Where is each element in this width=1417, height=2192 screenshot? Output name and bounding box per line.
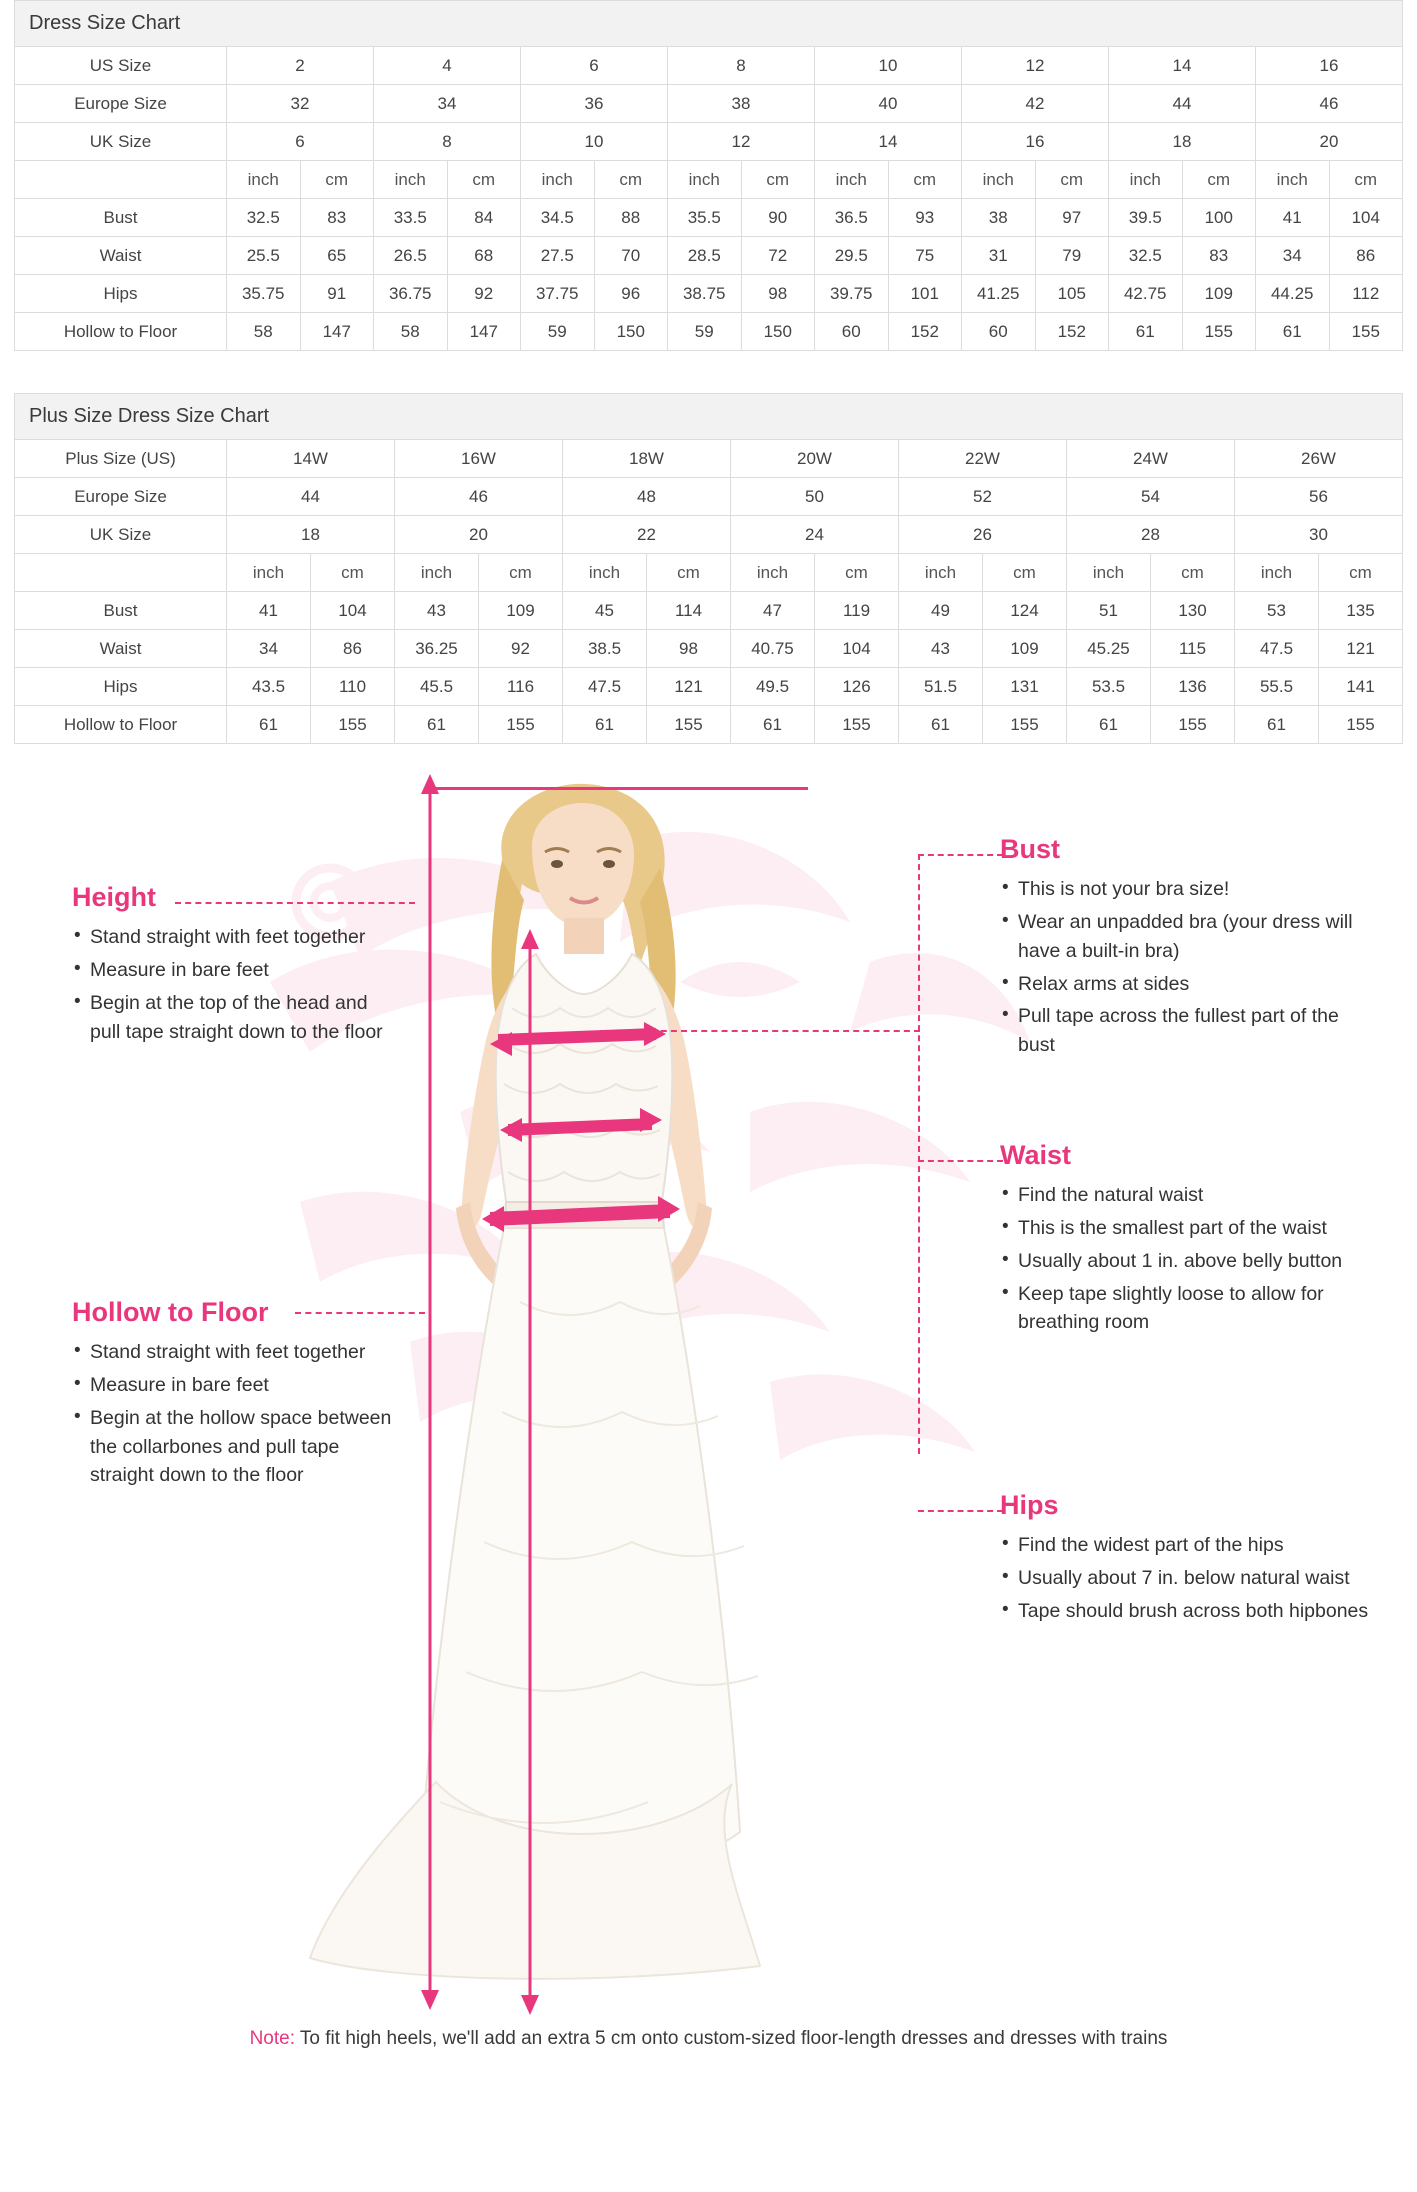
table-row xyxy=(15,668,1403,706)
list-item: • Tape should brush across both hipbones xyxy=(1000,1597,1380,1626)
cell: 68 xyxy=(447,237,521,275)
cell: 136 xyxy=(1151,668,1235,706)
cell: 60 xyxy=(815,313,889,351)
hollow-to-floor-bullets xyxy=(72,1338,402,1490)
cell: cm xyxy=(300,161,374,199)
cell: 155 xyxy=(1182,313,1256,351)
bust-heading: Bust xyxy=(1000,834,1060,864)
cell: inch xyxy=(227,161,301,199)
cell: inch xyxy=(227,554,311,592)
cell: 45 xyxy=(563,592,647,630)
cell: 26W xyxy=(1235,440,1403,478)
cell: 59 xyxy=(668,313,742,351)
list-item: • Find the natural waist xyxy=(1000,1181,1380,1210)
cell: 48 xyxy=(563,478,731,516)
cell: 96 xyxy=(594,275,668,313)
cell: 32 xyxy=(227,85,374,123)
cell: 30 xyxy=(1235,516,1403,554)
cell: cm xyxy=(311,554,395,592)
cell: 83 xyxy=(1182,237,1256,275)
row-label: UK Size xyxy=(15,516,227,554)
cell: 155 xyxy=(815,706,899,744)
waist-bullets xyxy=(1000,1181,1380,1337)
section-spacer xyxy=(0,351,1417,393)
cell: cm xyxy=(1329,161,1403,199)
table-row xyxy=(15,47,1403,85)
cell: 155 xyxy=(1329,313,1403,351)
height-guide-block xyxy=(72,882,402,1050)
row-label: Plus Size (US) xyxy=(15,440,227,478)
cell: 92 xyxy=(479,630,563,668)
row-label: Hips xyxy=(15,668,227,706)
cell: 65 xyxy=(300,237,374,275)
cell: 55.5 xyxy=(1235,668,1319,706)
cell: 20 xyxy=(1256,123,1403,161)
cell: 38.75 xyxy=(668,275,742,313)
cell: 147 xyxy=(447,313,521,351)
cell: 126 xyxy=(815,668,899,706)
list-item: • Usually about 1 in. above belly button xyxy=(1000,1247,1380,1276)
waist-leader-line xyxy=(918,1160,1003,1162)
list-item: • Begin at the top of the head and pull tape straight down to the floor xyxy=(72,989,402,1047)
cell: cm xyxy=(594,161,668,199)
cell: 109 xyxy=(1182,275,1256,313)
cell: 98 xyxy=(647,630,731,668)
cell: 93 xyxy=(888,199,962,237)
cell: 130 xyxy=(1151,592,1235,630)
table-row xyxy=(15,123,1403,161)
list-item: • Stand straight with feet together xyxy=(72,1338,402,1367)
cell: 70 xyxy=(594,237,668,275)
cell: 18 xyxy=(1109,123,1256,161)
cell: 152 xyxy=(888,313,962,351)
cell: 124 xyxy=(983,592,1067,630)
cell: 56 xyxy=(1235,478,1403,516)
right-connector-vertical xyxy=(918,854,920,1454)
cell: 36 xyxy=(521,85,668,123)
cell: 109 xyxy=(983,630,1067,668)
list-item: • This is the smallest part of the waist xyxy=(1000,1214,1380,1243)
cell: 155 xyxy=(1319,706,1403,744)
cell: 155 xyxy=(983,706,1067,744)
cell: 147 xyxy=(300,313,374,351)
cell: cm xyxy=(1182,161,1256,199)
list-item: • This is not your bra size! xyxy=(1000,875,1380,904)
cell: 105 xyxy=(1035,275,1109,313)
cell: cm xyxy=(647,554,731,592)
list-item: • Relax arms at sides xyxy=(1000,970,1380,999)
cell: cm xyxy=(888,161,962,199)
cell: 6 xyxy=(227,123,374,161)
cell: 14 xyxy=(815,123,962,161)
cell: 88 xyxy=(594,199,668,237)
cell: 54 xyxy=(1067,478,1235,516)
cell: 61 xyxy=(563,706,647,744)
cell: 61 xyxy=(899,706,983,744)
cell: 44.25 xyxy=(1256,275,1330,313)
cell: 59 xyxy=(521,313,595,351)
row-label: Hips xyxy=(15,275,227,313)
cell: 4 xyxy=(374,47,521,85)
cell: inch xyxy=(1067,554,1151,592)
cell: 16W xyxy=(395,440,563,478)
list-item: • Measure in bare feet xyxy=(72,956,402,985)
cell: 152 xyxy=(1035,313,1109,351)
cell: 35.75 xyxy=(227,275,301,313)
cell: cm xyxy=(1151,554,1235,592)
waist-guide-block xyxy=(1000,1140,1380,1341)
cell: cm xyxy=(983,554,1067,592)
cell: cm xyxy=(1035,161,1109,199)
cell: 84 xyxy=(447,199,521,237)
cell: 38 xyxy=(962,199,1036,237)
cell: 35.5 xyxy=(668,199,742,237)
cell: inch xyxy=(563,554,647,592)
dress-size-chart-block xyxy=(14,0,1403,351)
cell: 20W xyxy=(731,440,899,478)
bust-bullets xyxy=(1000,875,1380,1060)
cell: 12 xyxy=(962,47,1109,85)
cell: 40 xyxy=(815,85,962,123)
cell: inch xyxy=(962,161,1036,199)
cell: 49 xyxy=(899,592,983,630)
cell: 37.75 xyxy=(521,275,595,313)
cell: 12 xyxy=(668,123,815,161)
cell: cm xyxy=(447,161,521,199)
cell: 27.5 xyxy=(521,237,595,275)
cell: inch xyxy=(1256,161,1330,199)
cell: 47 xyxy=(731,592,815,630)
waist-heading: Waist xyxy=(1000,1140,1072,1170)
cell: 52 xyxy=(899,478,1067,516)
cell: 18 xyxy=(227,516,395,554)
cell: 32.5 xyxy=(227,199,301,237)
cell: inch xyxy=(1109,161,1183,199)
cell: inch xyxy=(815,161,889,199)
cell: 43 xyxy=(395,592,479,630)
cell: cm xyxy=(479,554,563,592)
cell: 44 xyxy=(1109,85,1256,123)
cell: 22 xyxy=(563,516,731,554)
cell: 150 xyxy=(741,313,815,351)
cell: 42 xyxy=(962,85,1109,123)
cell: 91 xyxy=(300,275,374,313)
cell: 104 xyxy=(311,592,395,630)
note-text: To fit high heels, we'll add an extra 5 cm onto custom-sized floor-length dresses and dresses with trains xyxy=(294,2028,1168,2049)
list-item: • Stand straight with feet together xyxy=(72,923,402,952)
cell: 10 xyxy=(815,47,962,85)
cell: inch xyxy=(374,161,448,199)
table-row xyxy=(15,275,1403,313)
height-heading: Height xyxy=(72,882,156,912)
cell: 150 xyxy=(594,313,668,351)
row-label: UK Size xyxy=(15,123,227,161)
cell: inch xyxy=(521,161,595,199)
cell: 121 xyxy=(647,668,731,706)
cell: 32.5 xyxy=(1109,237,1183,275)
table-row xyxy=(15,85,1403,123)
cell: 135 xyxy=(1319,592,1403,630)
row-label: Waist xyxy=(15,630,227,668)
cell: 49.5 xyxy=(731,668,815,706)
cell: inch xyxy=(668,161,742,199)
measurement-guide-illustration xyxy=(0,762,1417,2062)
cell: 104 xyxy=(815,630,899,668)
note-line xyxy=(0,2028,1417,2050)
cell: 58 xyxy=(374,313,448,351)
cell: 86 xyxy=(311,630,395,668)
row-label: Europe Size xyxy=(15,478,227,516)
cell: 41 xyxy=(1256,199,1330,237)
cell: 38 xyxy=(668,85,815,123)
hips-leader-line xyxy=(918,1510,1003,1512)
height-bullets xyxy=(72,923,402,1046)
cell: 28.5 xyxy=(668,237,742,275)
cell: 41.25 xyxy=(962,275,1036,313)
plus-size-chart-title: Plus Size Dress Size Chart xyxy=(14,393,1403,439)
cell: 33.5 xyxy=(374,199,448,237)
table-row xyxy=(15,592,1403,630)
cell: 36.75 xyxy=(374,275,448,313)
dress-size-chart-table xyxy=(14,46,1403,351)
row-label: Hollow to Floor xyxy=(15,706,227,744)
table-row xyxy=(15,440,1403,478)
cell: 24W xyxy=(1067,440,1235,478)
table-row-units xyxy=(15,554,1403,592)
cell: inch xyxy=(731,554,815,592)
cell: 114 xyxy=(647,592,731,630)
cell: 116 xyxy=(479,668,563,706)
cell: 42.75 xyxy=(1109,275,1183,313)
hollow-to-floor-measure-line xyxy=(510,927,550,2017)
table-row-units xyxy=(15,161,1403,199)
cell: 43 xyxy=(899,630,983,668)
cell: 90 xyxy=(741,199,815,237)
row-label xyxy=(15,161,227,199)
cell: 43.5 xyxy=(227,668,311,706)
cell: 28 xyxy=(1067,516,1235,554)
cell: 61 xyxy=(227,706,311,744)
cell: 22W xyxy=(899,440,1067,478)
row-label: Bust xyxy=(15,592,227,630)
cell: 26 xyxy=(899,516,1067,554)
row-label xyxy=(15,554,227,592)
cell: 100 xyxy=(1182,199,1256,237)
cell: 119 xyxy=(815,592,899,630)
row-label: Europe Size xyxy=(15,85,227,123)
cell: 75 xyxy=(888,237,962,275)
cell: 36.25 xyxy=(395,630,479,668)
cell: 34 xyxy=(374,85,521,123)
hips-heading: Hips xyxy=(1000,1490,1059,1520)
table-row xyxy=(15,706,1403,744)
cell: 51 xyxy=(1067,592,1151,630)
cell: 6 xyxy=(521,47,668,85)
cell: 45.25 xyxy=(1067,630,1151,668)
cell: 2 xyxy=(227,47,374,85)
cell: 50 xyxy=(731,478,899,516)
table-row xyxy=(15,478,1403,516)
cell: inch xyxy=(395,554,479,592)
cell: 98 xyxy=(741,275,815,313)
bust-leader-line xyxy=(918,854,1003,856)
hollow-to-floor-heading: Hollow to Floor xyxy=(72,1297,269,1327)
hips-guide-block xyxy=(1000,1490,1380,1630)
cell: 97 xyxy=(1035,199,1109,237)
bust-guide-block xyxy=(1000,834,1380,1064)
table-row xyxy=(15,516,1403,554)
cell: 51.5 xyxy=(899,668,983,706)
list-item: • Find the widest part of the hips xyxy=(1000,1531,1380,1560)
row-label: US Size xyxy=(15,47,227,85)
cell: 155 xyxy=(1151,706,1235,744)
cell: 104 xyxy=(1329,199,1403,237)
hollow-to-floor-guide-block xyxy=(72,1297,402,1494)
cell: 61 xyxy=(731,706,815,744)
cell: 61 xyxy=(1235,706,1319,744)
cell: 121 xyxy=(1319,630,1403,668)
cell: 61 xyxy=(1067,706,1151,744)
plus-size-chart-table xyxy=(14,439,1403,744)
cell: 8 xyxy=(374,123,521,161)
cell: 110 xyxy=(311,668,395,706)
height-measure-line xyxy=(410,772,450,2012)
cell: 141 xyxy=(1319,668,1403,706)
cell: 101 xyxy=(888,275,962,313)
cell: 61 xyxy=(1109,313,1183,351)
cell: 31 xyxy=(962,237,1036,275)
cell: inch xyxy=(899,554,983,592)
cell: 14W xyxy=(227,440,395,478)
cell: 39.75 xyxy=(815,275,889,313)
cell: 38.5 xyxy=(563,630,647,668)
note-label: Note: xyxy=(249,2028,295,2049)
cell: cm xyxy=(815,554,899,592)
cell: 14 xyxy=(1109,47,1256,85)
cell: 46 xyxy=(1256,85,1403,123)
cell: 25.5 xyxy=(227,237,301,275)
cell: 115 xyxy=(1151,630,1235,668)
cell: 47.5 xyxy=(563,668,647,706)
table-row xyxy=(15,630,1403,668)
list-item: • Wear an unpadded bra (your dress will have a built-in bra) xyxy=(1000,908,1380,966)
row-label: Hollow to Floor xyxy=(15,313,227,351)
cell: 112 xyxy=(1329,275,1403,313)
cell: 24 xyxy=(731,516,899,554)
cell: 26.5 xyxy=(374,237,448,275)
list-item: • Measure in bare feet xyxy=(72,1371,402,1400)
cell: 10 xyxy=(521,123,668,161)
list-item: • Keep tape slightly loose to allow for breathing room xyxy=(1000,1280,1380,1338)
cell: 53.5 xyxy=(1067,668,1151,706)
cell: cm xyxy=(741,161,815,199)
table-row xyxy=(15,313,1403,351)
cell: 40.75 xyxy=(731,630,815,668)
row-label: Bust xyxy=(15,199,227,237)
cell: cm xyxy=(1319,554,1403,592)
cell: 34 xyxy=(1256,237,1330,275)
cell: 53 xyxy=(1235,592,1319,630)
cell: 16 xyxy=(962,123,1109,161)
cell: 72 xyxy=(741,237,815,275)
bust-arrow-connector xyxy=(600,1030,920,1032)
height-top-line xyxy=(428,787,808,790)
list-item: • Usually about 7 in. below natural waist xyxy=(1000,1564,1380,1593)
cell: 39.5 xyxy=(1109,199,1183,237)
cell: 86 xyxy=(1329,237,1403,275)
cell: 47.5 xyxy=(1235,630,1319,668)
cell: 131 xyxy=(983,668,1067,706)
dress-size-chart-title: Dress Size Chart xyxy=(14,0,1403,46)
cell: 61 xyxy=(1256,313,1330,351)
cell: 41 xyxy=(227,592,311,630)
hips-bullets xyxy=(1000,1531,1380,1626)
cell: 155 xyxy=(479,706,563,744)
cell: 92 xyxy=(447,275,521,313)
cell: 155 xyxy=(647,706,731,744)
list-item: • Pull tape across the fullest part of the bust xyxy=(1000,1002,1380,1060)
cell: 60 xyxy=(962,313,1036,351)
cell: 16 xyxy=(1256,47,1403,85)
cell: 36.5 xyxy=(815,199,889,237)
cell: 79 xyxy=(1035,237,1109,275)
table-row xyxy=(15,237,1403,275)
table-row xyxy=(15,199,1403,237)
row-label: Waist xyxy=(15,237,227,275)
list-item: • Begin at the hollow space between the collarbones and pull tape straight down to the floor xyxy=(72,1404,402,1491)
cell: 8 xyxy=(668,47,815,85)
cell: 45.5 xyxy=(395,668,479,706)
cell: 46 xyxy=(395,478,563,516)
cell: 29.5 xyxy=(815,237,889,275)
cell: inch xyxy=(1235,554,1319,592)
plus-size-chart-block xyxy=(14,393,1403,744)
cell: 34 xyxy=(227,630,311,668)
cell: 83 xyxy=(300,199,374,237)
cell: 61 xyxy=(395,706,479,744)
cell: 109 xyxy=(479,592,563,630)
cell: 18W xyxy=(563,440,731,478)
cell: 34.5 xyxy=(521,199,595,237)
cell: 58 xyxy=(227,313,301,351)
cell: 44 xyxy=(227,478,395,516)
cell: 155 xyxy=(311,706,395,744)
cell: 20 xyxy=(395,516,563,554)
